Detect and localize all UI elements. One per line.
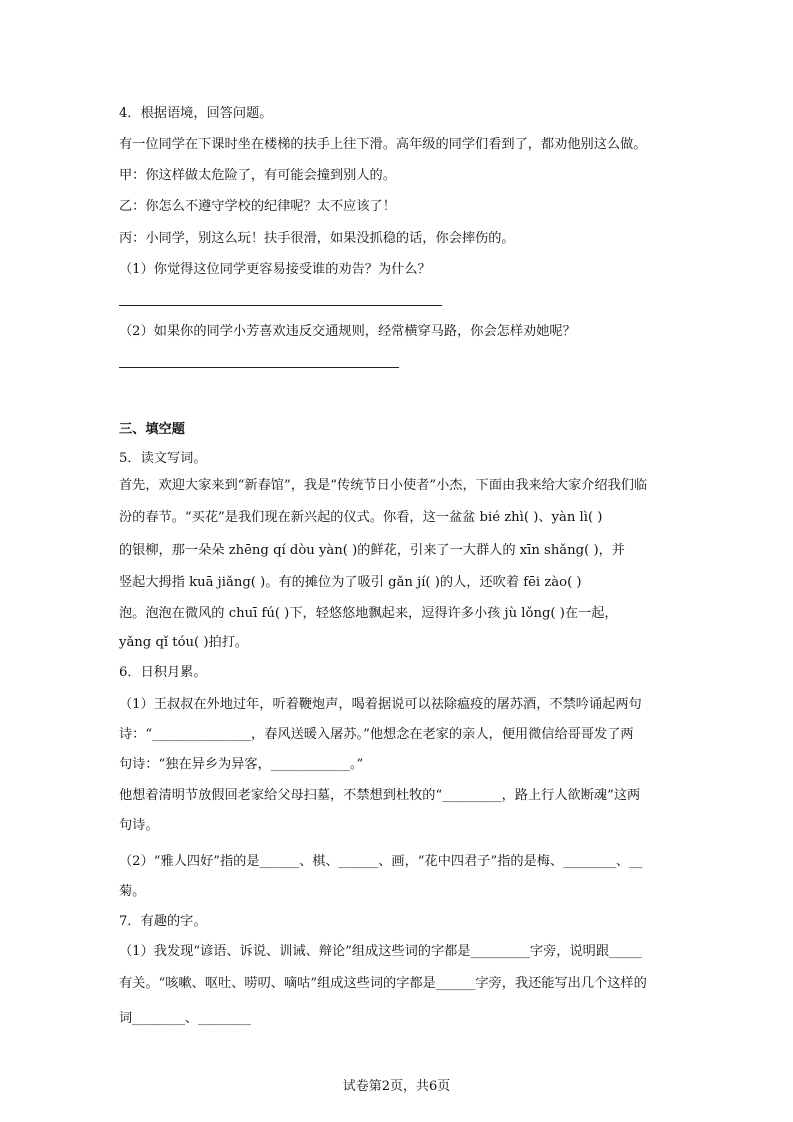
q6-text-line: 诗：“_______________，春风送暖入屠苏。”他想念在老家的亲人，便用微信给哥哥发了两	[119, 727, 634, 742]
q7-text-line: 有关。“咳嗽、呕吐、唠叨、嘀咕”组成这些词的字都是______字旁，我还能写出几个这样的	[119, 976, 647, 991]
q4-answer-line-2[interactable]	[119, 367, 399, 368]
q5-text-line: 泡。泡泡在微风的 chuī fú( )下，轻悠悠地飘起来，逗得许多小孩 jù lǒng( )在一起，	[119, 606, 618, 621]
q5-text-line: 竖起大拇指 kuā jiǎng( )。有的摊位为了吸引 gǎn jí( )的人，还吹着 fēi zào( )	[119, 575, 582, 590]
q4-speaker-yi: 乙：你怎么不遵守学校的纪律呢？太不应该了！	[119, 199, 396, 214]
q7-text-line: （1）我发现“谚语、诉说、训诫、辩论”组成这些词的字都是_________字旁，说明跟_____	[119, 944, 642, 959]
q6-title: 6．日积月累。	[119, 665, 207, 680]
q5-text-line: yǎng qǐ tóu( )拍打。	[119, 635, 249, 650]
q6-text-line: 句诗。	[119, 818, 159, 833]
page-footer: 试卷第2页，共6页	[342, 1079, 451, 1094]
q5-text-line: 的银柳，那一朵朵 zhēng qí dòu yàn( )的鲜花，引来了一大群人的 xīn shǎng( )，并	[119, 543, 625, 558]
q4-title: 4．根据语境，回答问题。	[119, 106, 273, 121]
q4-subquestion-1: （1）你觉得这位同学更容易接受谁的劝告？为什么？	[119, 262, 431, 277]
section-heading: 三、填空题	[119, 422, 185, 437]
q5-text-line: 汾的春节。“买花”是我们现在新兴起的仪式。你看，这一盆盆 bié zhì( )、yàn lì( )	[119, 510, 603, 525]
q5-text-line: 首先，欢迎大家来到“新春馆”，我是“传统节日小使者”小杰，下面由我来给大家介绍我们临	[119, 478, 648, 493]
q6-text-line: 句诗：“独在异乡为异客，____________。”	[119, 757, 364, 772]
q5-title: 5．读文写词。	[119, 451, 207, 466]
q6-text-line: 菊。	[119, 884, 146, 899]
q6-text-line: （2）“雅人四好”指的是______、棋、______、画，“花中四君子”指的是梅、________、__	[119, 854, 643, 869]
q6-text-line: （1）王叔叔在外地过年，听着鞭炮声，喝着据说可以祛除瘟疫的屠苏酒，不禁吟诵起两句	[119, 697, 642, 712]
q7-title: 7．有趣的字。	[119, 914, 207, 929]
q4-speaker-bing: 丙：小同学，别这么玩！扶手很滑，如果没抓稳的话，你会摔伤的。	[119, 231, 515, 246]
q7-text-line: 词________、________	[119, 1011, 251, 1026]
q4-speaker-jia: 甲：你这样做太危险了，有可能会撞到别人的。	[119, 168, 396, 183]
q6-text-line: 他想着清明节放假回老家给父母扫墓，不禁想到杜牧的“_________，路上行人欲断魂”这两	[119, 788, 641, 803]
q4-answer-line-1[interactable]	[119, 305, 442, 306]
q4-subquestion-2: （2）如果你的同学小芳喜欢违反交通规则，经常横穿马路，你会怎样劝她呢？	[119, 324, 576, 339]
q4-context: 有一位同学在下课时坐在楼梯的扶手上往下滑。高年级的同学们看到了，都劝他别这么做。	[119, 137, 647, 152]
